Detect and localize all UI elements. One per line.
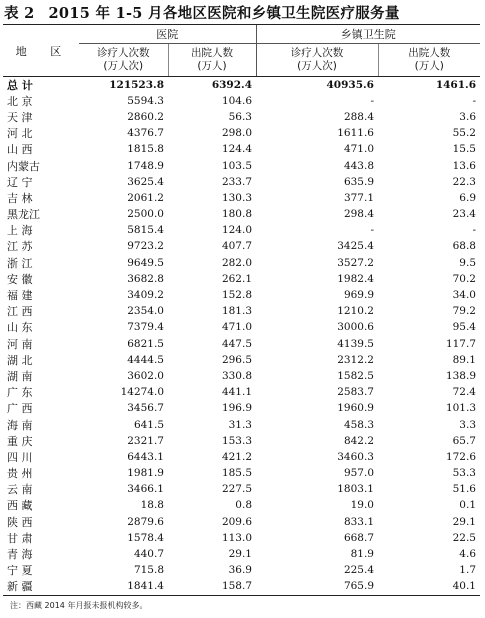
hospital-visits-cell: 9723.2	[127, 240, 164, 253]
hospital-discharges-cell: 441.1	[221, 386, 252, 399]
table-row	[3, 239, 480, 255]
hospital-discharges-header	[168, 44, 256, 77]
visits-label: 诊疗人次数	[290, 47, 344, 59]
hospital-discharges-cell: 421.2	[221, 450, 252, 463]
hospital-visits-cell: 121523.8	[109, 78, 164, 91]
township-visits-cell: 1982.4	[337, 272, 374, 285]
hospital-discharges-cell: 181.3	[221, 305, 252, 318]
table-row	[3, 433, 480, 449]
region-cell: 江 苏	[7, 240, 33, 254]
region-cell: 内蒙古	[7, 159, 40, 173]
hospital-visits-cell: 2354.0	[127, 305, 164, 318]
township-visits-cell: 765.9	[256, 579, 378, 596]
hospital-discharges-cell: 209.6	[221, 515, 252, 528]
hospital-visits-cell: 3625.4	[127, 175, 164, 188]
township-discharges-cell: 89.1	[452, 353, 476, 366]
township-visits-cell: 833.1	[343, 515, 374, 528]
hospital-visits-cell: 2879.6	[127, 515, 164, 528]
region-cell: 广 东	[7, 386, 33, 400]
hospital-discharges-cell: 196.9	[221, 402, 252, 415]
hospital-visits-cell: 3682.8	[127, 272, 164, 285]
township-visits-cell: -	[370, 94, 374, 107]
hospital-discharges-cell: 185.5	[221, 467, 252, 480]
table-row	[3, 514, 480, 530]
hospital-visits-cell: 6443.1	[127, 450, 164, 463]
hospital-discharges-cell: 31.3	[228, 418, 252, 431]
region-cell: 西 藏	[7, 499, 33, 513]
township-visits-cell: 377.1	[343, 191, 374, 204]
township-visits-cell: 40935.6	[326, 78, 374, 91]
township-discharges-cell: 101.3	[445, 402, 476, 415]
hospital-visits-cell: 18.8	[140, 499, 164, 512]
township-discharges-cell: 0.1	[459, 499, 476, 512]
hospital-discharges-cell: 124.0	[221, 224, 252, 237]
township-visits-cell: 842.2	[343, 434, 374, 447]
township-visits-cell: 1611.6	[337, 127, 374, 140]
township-group-header: 乡镇卫生院	[256, 25, 480, 44]
township-visits-header	[256, 44, 378, 77]
table-row	[3, 498, 480, 514]
region-cell: 贵 州	[7, 467, 33, 481]
table-row	[3, 449, 480, 465]
region-cell: 山 东	[7, 321, 33, 335]
township-discharges-cell: 4.6	[459, 548, 476, 561]
table-row	[3, 207, 480, 223]
township-discharges-cell: 138.9	[445, 369, 476, 382]
hospital-visits-cell: 3602.0	[127, 369, 164, 382]
region-cell: 甘 肃	[7, 531, 33, 545]
hospital-visits-cell: 1578.4	[127, 531, 164, 544]
township-discharges-cell: 34.0	[452, 289, 476, 302]
township-discharges-cell: 6.9	[459, 191, 476, 204]
discharges-unit: (万人)	[414, 60, 444, 72]
region-cell: 北 京	[7, 94, 33, 108]
region-cell: 海 南	[7, 418, 33, 432]
hospital-discharges-cell: 124.4	[221, 143, 252, 156]
table-title	[4, 2, 482, 24]
hospital-visits-cell: 3409.2	[127, 289, 164, 302]
township-discharges-cell: 68.8	[452, 240, 476, 253]
township-discharges-cell: 172.6	[445, 450, 476, 463]
hospital-discharges-cell: 227.5	[221, 483, 252, 496]
hospital-visits-cell: 7379.4	[127, 321, 164, 334]
hospital-discharges-cell: 152.8	[221, 289, 252, 302]
township-discharges-cell: 15.5	[452, 143, 476, 156]
table-row	[3, 287, 480, 303]
region-cell: 青 海	[7, 548, 33, 562]
table-row	[3, 255, 480, 271]
hospital-discharges-cell: 282.0	[221, 256, 252, 269]
visits-unit: (万人次)	[103, 60, 144, 72]
township-visits-cell: 443.8	[343, 159, 374, 172]
table-row	[3, 190, 480, 206]
township-discharges-cell: 23.4	[452, 208, 476, 221]
table-row	[3, 304, 480, 320]
region-cell: 江 西	[7, 305, 33, 319]
region-cell: 黑龙江	[7, 208, 40, 222]
township-discharges-cell: 3.3	[459, 418, 476, 431]
region-cell: 浙 江	[7, 256, 33, 270]
township-visits-cell: 4139.5	[337, 337, 374, 350]
table-row	[3, 320, 480, 336]
region-cell: 安 徽	[7, 272, 33, 286]
hospital-visits-header	[79, 44, 168, 77]
township-discharges-header	[378, 44, 480, 77]
hospital-discharges-cell: 471.0	[221, 321, 252, 334]
table-row	[3, 336, 480, 352]
township-discharges-cell: 117.7	[445, 337, 476, 350]
table-title-text: 2015 年 1-5 月各地区医院和乡镇卫生院医疗服务量	[48, 5, 400, 22]
township-discharges-cell: 70.2	[452, 272, 476, 285]
region-cell: 新 疆	[3, 579, 79, 596]
township-discharges-cell: 29.1	[452, 515, 476, 528]
hospital-visits-cell: 1981.9	[127, 467, 164, 480]
township-visits-cell: 19.0	[350, 499, 374, 512]
hospital-visits-cell: 4444.5	[127, 353, 164, 366]
township-visits-cell: 298.4	[343, 208, 374, 221]
township-discharges-cell: -	[472, 94, 476, 107]
footnote: 注：西藏 2014 年月报未报机构较多。	[10, 601, 148, 610]
service-volume-table	[3, 24, 480, 596]
township-visits-cell: 458.3	[343, 418, 374, 431]
hospital-discharges-cell: 0.8	[235, 499, 252, 512]
table-number: 表 2	[4, 5, 35, 22]
hospital-visits-cell: 715.8	[133, 564, 164, 577]
township-visits-cell: -	[370, 224, 374, 237]
table-row	[3, 142, 480, 158]
hospital-visits-cell: 3456.7	[127, 402, 164, 415]
table-row	[3, 271, 480, 287]
township-visits-cell: 3527.2	[337, 256, 374, 269]
township-discharges-cell: 72.4	[452, 386, 476, 399]
hospital-visits-cell: 641.5	[133, 418, 164, 431]
hospital-visits-cell: 1748.9	[127, 159, 164, 172]
region-cell: 广 西	[7, 402, 33, 416]
township-discharges-cell: -	[472, 224, 476, 237]
township-discharges-cell: 1461.6	[435, 78, 476, 91]
township-discharges-cell: 22.5	[452, 531, 476, 544]
table-row	[3, 482, 480, 498]
hospital-discharges-cell: 153.3	[221, 434, 252, 447]
township-discharges-cell: 55.2	[452, 127, 476, 140]
township-visits-cell: 471.0	[343, 143, 374, 156]
township-discharges-cell: 9.5	[459, 256, 476, 269]
hospital-discharges-cell: 130.3	[221, 191, 252, 204]
hospital-discharges-cell: 103.5	[221, 159, 252, 172]
region-column-header: 地 区	[3, 25, 79, 77]
hospital-discharges-cell: 113.0	[221, 531, 252, 544]
hospital-discharges-cell: 6392.4	[211, 78, 252, 91]
township-discharges-cell: 3.6	[459, 110, 476, 123]
region-cell: 四 川	[7, 450, 33, 464]
region-cell: 辽 宁	[7, 175, 33, 189]
table-row	[3, 93, 480, 109]
region-cell: 福 建	[7, 289, 33, 303]
table-row	[3, 546, 480, 562]
hospital-visits-cell: 2321.7	[127, 434, 164, 447]
township-visits-cell: 3000.6	[337, 321, 374, 334]
visits-unit: (万人次)	[297, 60, 337, 72]
discharges-label: 出院人数	[408, 47, 451, 59]
table-row	[3, 352, 480, 368]
hospital-visits-cell: 440.7	[133, 548, 164, 561]
township-visits-cell: 1960.9	[337, 402, 374, 415]
township-discharges-cell: 13.6	[452, 159, 476, 172]
township-visits-cell: 1803.1	[337, 483, 374, 496]
region-cell: 湖 北	[7, 353, 33, 367]
table-row	[3, 579, 480, 596]
hospital-discharges-cell: 104.6	[221, 94, 252, 107]
township-visits-cell: 225.4	[343, 564, 374, 577]
hospital-visits-cell: 4376.7	[127, 127, 164, 140]
table-row	[3, 109, 480, 125]
township-discharges-cell: 65.7	[452, 434, 476, 447]
township-visits-cell: 3425.4	[337, 240, 374, 253]
township-visits-cell: 1210.2	[337, 305, 374, 318]
region-cell: 湖 南	[7, 369, 33, 383]
region-cell: 河 北	[7, 127, 33, 141]
table-row	[3, 368, 480, 384]
region-cell: 云 南	[7, 483, 33, 497]
hospital-discharges-cell: 407.7	[221, 240, 252, 253]
region-cell: 天 津	[7, 110, 33, 124]
table-row	[3, 158, 480, 174]
hospital-visits-cell: 3466.1	[127, 483, 164, 496]
table-body	[3, 77, 480, 596]
table-row	[3, 466, 480, 482]
region-cell: 宁 夏	[7, 564, 33, 578]
township-discharges-cell: 40.1	[378, 579, 480, 596]
hospital-discharges-cell: 36.9	[228, 564, 252, 577]
hospital-visits-cell: 5594.3	[127, 94, 164, 107]
township-visits-cell: 635.9	[343, 175, 374, 188]
township-visits-cell: 288.4	[343, 110, 374, 123]
table-row	[3, 401, 480, 417]
hospital-visits-cell: 5815.4	[127, 224, 164, 237]
township-discharges-cell: 79.2	[452, 305, 476, 318]
table-row	[3, 174, 480, 190]
hospital-discharges-cell: 262.1	[221, 272, 252, 285]
hospital-discharges-cell: 298.0	[221, 127, 252, 140]
township-discharges-cell: 1.7	[459, 564, 476, 577]
township-visits-cell: 969.9	[343, 289, 374, 302]
hospital-discharges-cell: 296.5	[221, 353, 252, 366]
township-visits-cell: 1582.5	[337, 369, 374, 382]
hospital-visits-cell: 14274.0	[120, 386, 164, 399]
township-discharges-cell: 53.3	[452, 467, 476, 480]
region-cell: 陕 西	[7, 515, 33, 529]
township-visits-cell: 2312.2	[337, 353, 374, 366]
township-visits-cell: 668.7	[343, 531, 374, 544]
township-visits-cell: 3460.3	[337, 450, 374, 463]
table-row	[3, 417, 480, 433]
region-cell: 山 西	[7, 143, 33, 157]
township-visits-cell: 81.9	[350, 548, 374, 561]
hospital-discharges-cell: 56.3	[228, 110, 252, 123]
hospital-discharges-cell: 180.8	[221, 208, 252, 221]
hospital-visits-cell: 6821.5	[127, 337, 164, 350]
hospital-discharges-cell: 158.7	[168, 579, 256, 596]
township-discharges-cell: 22.3	[452, 175, 476, 188]
hospital-discharges-cell: 29.1	[228, 548, 252, 561]
region-cell: 总 计	[7, 78, 33, 92]
table-row	[3, 126, 480, 142]
hospital-visits-cell: 2500.0	[127, 208, 164, 221]
discharges-unit: (万人)	[197, 60, 227, 72]
township-discharges-cell: 51.6	[452, 483, 476, 496]
discharges-label: 出院人数	[191, 47, 233, 59]
region-cell: 上 海	[7, 224, 33, 238]
hospital-discharges-cell: 233.7	[221, 175, 252, 188]
table-row	[3, 385, 480, 401]
hospital-group-header: 医院	[79, 25, 256, 44]
hospital-discharges-cell: 447.5	[221, 337, 252, 350]
hospital-visits-cell: 2061.2	[127, 191, 164, 204]
region-cell: 吉 林	[7, 191, 33, 205]
total-row	[3, 77, 480, 94]
table-row	[3, 563, 480, 579]
table-row	[3, 223, 480, 239]
hospital-visits-cell: 1815.8	[127, 143, 164, 156]
region-cell: 河 南	[7, 337, 33, 351]
township-visits-cell: 2583.7	[337, 386, 374, 399]
region-cell: 重 庆	[7, 434, 33, 448]
hospital-visits-cell: 1841.4	[79, 579, 168, 596]
hospital-discharges-cell: 330.8	[221, 369, 252, 382]
visits-label: 诊疗人次数	[97, 47, 150, 59]
table-row	[3, 530, 480, 546]
township-visits-cell: 957.0	[343, 467, 374, 480]
township-discharges-cell: 95.4	[452, 321, 476, 334]
hospital-visits-cell: 9649.5	[127, 256, 164, 269]
hospital-visits-cell: 2860.2	[127, 110, 164, 123]
